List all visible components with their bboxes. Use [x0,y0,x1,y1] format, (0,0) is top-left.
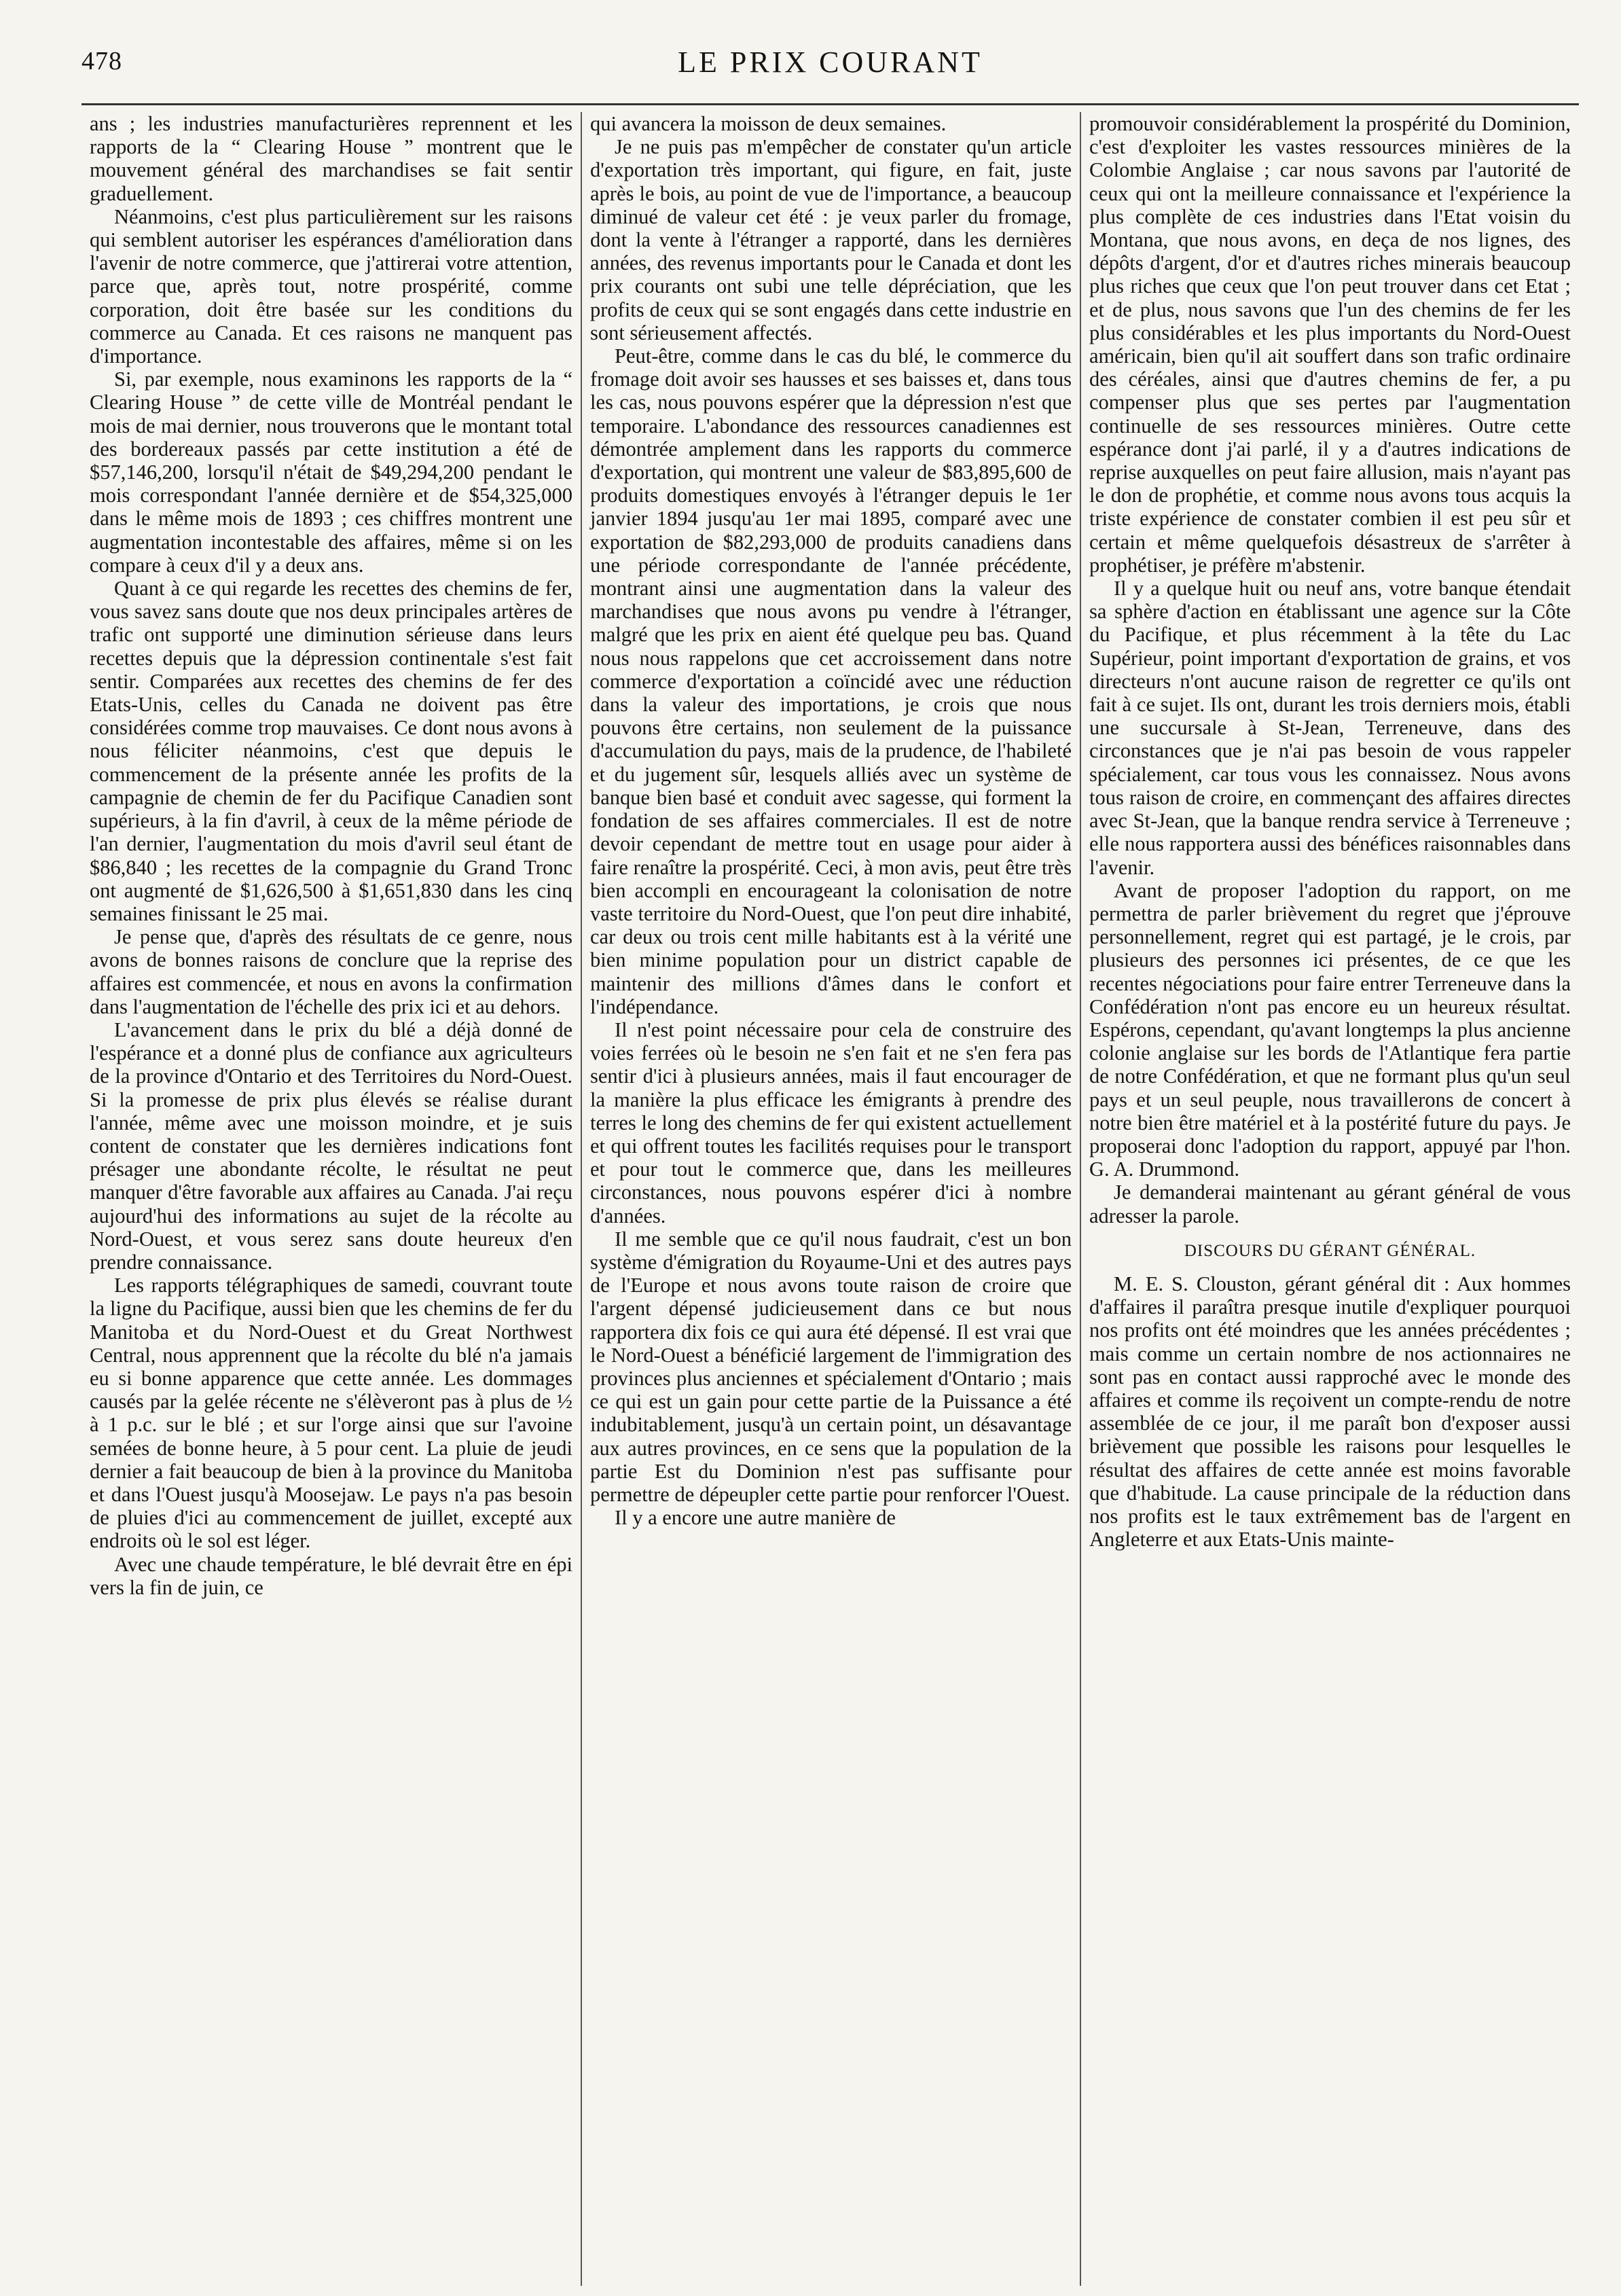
page-number: 478 [81,47,122,75]
paragraph: Avant de proposer l'adoption du rapport, on me permettra de parler brièvement du regret que j'éprouve personnellement, regret qui est partagé, je le crois, par plusieurs des personnes ici présentes, de ce que les recentes négociations pour faire entrer Terreneuve dans la Confédération n'ont pas encore eu un heureux résultat. Espérons, cependant, qu'avant longtemps la plus ancienne colonie anglaise sur les bords de l'Atlantique fera partie de notre Confédération, et que ne formant plus qu'un seul pays et un seul peuple, nous travaillerons de concert à notre bien être matériel et à la postérité future du pays. Je proposerai donc l'adoption du rapport, appuyé par l'hon. G. A. Drummond. [1089,878,1571,1181]
paragraph: Je ne puis pas m'empêcher de constater qu'un article d'exportation très important, qui figure, en fait, juste après le bois, au point de vue de l'importance, a beaucoup diminué de valeur cet été : je veux parler du fromage, dont la vente à l'étranger a rapporté, dans les dernières années, des revenus importants pour le Canada et dont les prix courants ont subi une telle dépréciation, que les profits de ceux qui se sont engagés dans cette industrie en sont sérieusement affectés. [590,135,1072,344]
paragraph: M. E. S. Clouston, gérant général dit : Aux hommes d'affaires il paraîtra presque inutile d'expliquer pourquoi nos profits ont été moindres que les années précédentes ; mais comme un certain nombre de nos actionnaires ne sont pas en contact aussi rapproché avec le monde des affaires et comme ils reçoivent un compte-rendu de notre assemblée de ce jour, il me paraît bon d'exposer aussi brièvement que possible les raisons pour lesquelles le résultat des affaires de cette année est moins favorable que d'habitude. La cause principale de la réduction dans nos profits est le taux extrêmement bas de l'argent en Angleterre et aux Etats-Unis mainte- [1089,1272,1571,1551]
paragraph: Néanmoins, c'est plus particulièrement sur les raisons qui semblent autoriser les espérances d'amélioration dans l'avenir de notre commerce, que j'attirerai votre attention, parce que, après tout, notre prospérité, comme corporation, doit être basée sur les conditions du commerce au Canada. Et ces raisons ne manquent pas d'importance. [90,204,572,368]
page-header [81,41,1579,105]
column-2 [581,112,1080,2286]
paragraph: qui avancera la moisson de deux semaines. [590,112,947,135]
paragraph: Si, par exemple, nous examinons les rapports de la “ Clearing House ” de cette ville de Montréal pendant le mois de mai dernier, nous trouverons que le montant total des bordereaux passés par cette institution a été de $57,146,200, lorsqu'il n'était de $49,294,200 pendant le mois correspondant l'année dernière et de $54,325,000 dans le même mois de 1893 ; ces chiffres montrent une augmentation incontestable des affaires, même si on les compare à ceux d'il y a deux ans. [90,367,572,577]
paragraph: Je pense que, d'après des résultats de ce genre, nous avons de bonnes raisons de conclure que la reprise des affaires est commencée, et nous en avons la confirmation dans l'augmentation de l'échelle des prix ici et au dehors. [90,925,572,1018]
paragraph: Il me semble que ce qu'il nous faudrait, c'est un bon système d'émigration du Royaume-Uni et des autres pays de l'Europe et nous avons toute raison de croire que l'argent dépensé judicieusement dans ce but nous rapportera dix fois ce qui aura été dépensé. Il est vrai que le Nord-Ouest a bénéficié largement de l'immigration des provinces plus anciennes et spécialement d'Ontario ; mais ce qui est un gain pour cette partie de la Puissance a été indubitablement, jusqu'à un certain point, un désavantage aux autres provinces, en ce sens que la population de la partie Est du Dominion n'est pas suffisante pour permettre de dépeupler cette partie pour renforcer l'Ouest. [590,1227,1072,1506]
paragraph: Il y a quelque huit ou neuf ans, votre banque étendait sa sphère d'action en établissant une agence sur la Côte du Pacifique, et plus récemment à la tête du Lac Supérieur, point important d'exportation de grains, et vos directeurs n'ont aucune raison de regretter ce qu'ils ont fait à ce sujet. Ils ont, durant les trois derniers mois, établi une succursale à St-Jean, Terreneuve, dans des circonstances que je n'ai pas besoin de vous rappeler spécialement, car tous vous les connaissez. Nous avons tous raison de croire, en commençant des affaires directes avec St-Jean, que la banque rendra service à Terreneuve ; elle nous rapportera aussi des bénéfices raisonnables dans l'avenir. [1089,577,1571,879]
paragraph: promouvoir considérablement la prospérité du Dominion, c'est d'exploiter les vastes ressources minières de la Colombie Anglaise ; car nous savons par l'autorité de ceux qui ont la meilleure connaissance et l'expérience la plus complète de ces industries dans l'Etat voisin du Montana, que nous avons, en deça de nos lignes, des dépôts d'argent, d'or et d'autres riches minerais beaucoup plus riches que ceux que l'on peut trouver dans cet Etat ; et de plus, nous savons que l'un des chemins de fer les plus considérables et les plus importants du Nord-Ouest américain, bien qu'il ait souffert dans son trafic ordinaire des céréales, ainsi que d'autres chemins de fer, a pu compenser plus que ses pertes par l'augmentation continuelle de ses ressources minières. Outre cette espérance dont j'ai parlé, il y a d'autres indications de reprise auxquelles on peut faire allusion, mais n'ayant pas le don de prophétie, et comme nous avons tous acquis la triste expérience de constater combien il est peu sûr et certain et même quelquefois désastreux de s'arrêter à prophétiser, je préfère m'abstenir. [1089,112,1571,577]
column-1 [81,112,581,2286]
paragraph: Avec une chaude température, le blé devrait être en épi vers la fin de juin, ce [90,1552,572,1599]
paragraph: L'avancement dans le prix du blé a déjà donné de l'espérance et a donné plus de confiance aux agriculteurs de la province d'Ontario et des Territoires du Nord-Ouest. Si la promesse de prix plus élevés se réalise durant l'année, même avec une moisson moindre, et je suis content de constater que les dernières indications font présager une abondante récolte, le résultat ne peut manquer d'être favorable aux affaires au Canada. J'ai reçu aujourd'hui des informations au sujet de la récolte au Nord-Ouest, et vous serez sans doute heureux d'en prendre connaissance. [90,1018,572,1274]
paragraph: Je demanderai maintenant au gérant général de vous adresser la parole. [1089,1181,1571,1227]
section-heading: DISCOURS DU GÉRANT GÉNÉRAL. [1184,1241,1476,1260]
paragraph: Peut-être, comme dans le cas du blé, le commerce du fromage doit avoir ses hausses et ses baisses et, dans tous les cas, nous pouvons espérer que la dépression n'est que temporaire. L'abondance des ressources canadiennes est démontrée amplement dans les rapports du commerce d'exportation, qui montrent une valeur de $83,895,600 de produits domestiques envoyés à l'étranger depuis le 1er janvier 1894 jusqu'au 1er mai 1895, comparé avec une exportation de $82,293,000 de produits canadiens dans une période correspondante de l'année précédente, montrant ainsi une augmentation dans la valeur des marchandises que nous avons pu vendre à l'étranger, malgré que les prix en aient été quelque peu bas. Quand nous nous rappelons que cet accroissement dans notre commerce d'exportation a coïncidé avec une réduction dans la valeur des importations, je crois que nous pouvons être certains, non seulement de la puissance d'accumulation du pays, mais de la prudence, de l'habileté et du jugement sûr, lesquels alliés avec un système de banque bien basé et conduit avec sagesse, qui forment la fondation de ses affaires commerciales. Il est de notre devoir cependant de mettre tout en usage pour aider à faire renaître la prospérité. Ceci, à mon avis, peut être très bien accompli en encourageant la colonisation de notre vaste territoire du Nord-Ouest, que l'on peut dire inhabité, car deux ou trois cent mille habitants est à la vérité une bien minime population pour un district capable de maintenir des millions d'âmes dans le confort et l'indépendance. [590,344,1072,1018]
paragraph: Il y a encore une autre manière de [615,1506,896,1530]
paragraph: Quant à ce qui regarde les recettes des chemins de fer, vous savez sans doute que nos deux principales artères de trafic ont supporté une diminution sérieuse dans leurs recettes depuis que la dépression continentale s'est fait sentir. Comparées aux recettes des chemins de fer des Etats-Unis, celles du Canada ne doivent pas être considérées comme trop mauvaises. Ce dont nous avons à nous féliciter néanmoins, c'est que depuis le commencement de la présente année les profits de la campagnie de chemin de fer du Pacifique Canadien sont supérieurs, à la fin d'avril, à ceux de la même période de l'an dernier, l'augmentation du mois d'avril seul étant de $86,840 ; les recettes de la compagnie du Grand Tronc ont augmenté de $1,626,500 à $1,651,830 dans les cinq semaines finissant le 25 mai. [90,577,572,925]
paragraph: Il n'est point nécessaire pour cela de construire des voies ferrées où le besoin ne s'en fait et ne s'en fera pas sentir d'ici à plusieurs années, mais il faut encourager de la manière la plus efficace les émigrants à prendre des terres le long des chemins de fer qui existent actuellement et qui offrent toutes les facilités requises pour le transport et pour tout le commerce que, dans les meilleures circonstances, nous pouvons espérer d'ici à nombre d'années. [590,1018,1072,1227]
text-columns [81,112,1579,2286]
paragraph: Les rapports télégraphiques de samedi, couvrant toute la ligne du Pacifique, aussi bien que les chemins de fer du Manitoba et du Nord-Ouest et du Great Northwest Central, nous apprennent que la récolte du blé n'a jamais eu si bonne apparence que cette année. Les dommages causés par la gelée récente ne s'élèveront pas à plus de ½ à 1 p.c. sur le blé ; et sur l'orge ainsi que sur l'avoine semées de bonne heure, à 5 pour cent. La pluie de jeudi dernier a fait beaucoup de bien à la province du Manitoba et dans l'Ouest jusqu'à Moosejaw. Le pays n'a pas besoin de pluies d'ici au commencement de juillet, excepté aux endroits où le sol est léger. [90,1274,572,1553]
running-title: LE PRIX COURANT [678,46,983,79]
column-3 [1080,112,1579,2286]
paragraph: ans ; les industries manufacturières reprennent et les rapports de la “ Clearing House ” montrent que le mouvement général des marchandises se fait sentir graduellement. [90,112,572,205]
